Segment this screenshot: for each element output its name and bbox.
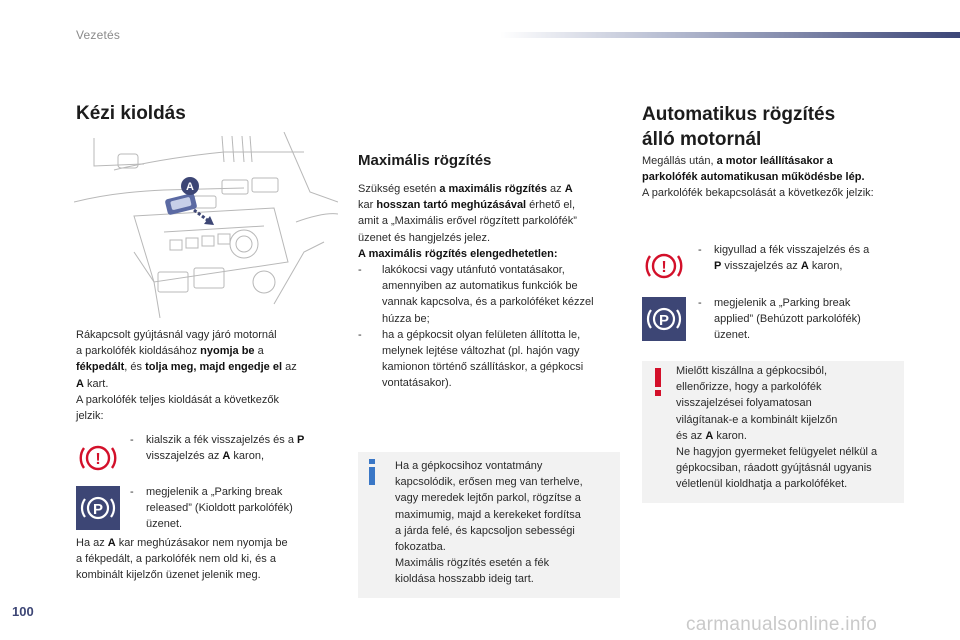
parking-brake-icon (76, 486, 120, 530)
bullet-released-message: - megjelenik a „Parking break released” (Kioldott parkolófék) üzenet. (130, 486, 293, 531)
list-item: - lakókocsi vagy utánfutó vontatásakor, amennyiben az automatikus funkciók be vannak kapcsolva, és a parkolóféket kézzel húzza be; (358, 264, 594, 325)
dashboard-illustration (74, 132, 338, 318)
brake-warning-icon (642, 245, 686, 287)
manual-release-intro: Rákapcsolt gyújtásnál vagy járó motornál a parkolófék kioldásához nyomja be a fékpedált, és tolja meg, majd engedje el az A kart. A parkolófék teljes kioldását a következők jelzik: (76, 329, 297, 423)
maximum-hold-para: Szükség esetén a maximális rögzítés az A kar hosszan tartó meghúzásával érhető el, amit a „Maximális erővel rögzített parkolófék” üzenet és hangjelzés jelez. A maximális rögzítés elengedhetetlen: (358, 183, 577, 260)
brake-warning-icon (76, 437, 120, 479)
header-rule (500, 32, 960, 38)
list-item: - ha a gépkocsit olyan felületen állította le, melynek lejtése változhat (pl. hajón vagy kamionon történő szállításkor, a gépkocsi vontatásakor). (358, 328, 584, 390)
svg-text:!: ! (95, 451, 101, 468)
maximum-hold-list (358, 262, 624, 392)
parking-brake-icon (642, 297, 686, 341)
info-text: Ha a gépkocsihoz vontatmány kapcsolódik, erősen meg van terhelve, vagy meredek lejtőn parkol, rögzítse a maximumig, majd a kerekeket fordítsa a járda felé, és kapcsoljon sebességi fokozatba. Maximális rögzítés esetén a fék kioldása hosszabb ideig tart. (395, 460, 583, 586)
title-automatic-hold: Automatikus rögzítés álló motornál (642, 104, 836, 150)
manual-release-note: Ha az A kar meghúzásakor nem nyomja be a fékpedált, a parkolófék nem old ki, és a kombinált kijelzőn üzenet jelenik meg. (76, 537, 288, 582)
automatic-hold-para: Megállás után, a motor leállításakor a parkolófék automatikusan működésbe lép. A parkolófék bekapcsolását a következők jelzik: (642, 155, 874, 200)
svg-text:P: P (92, 501, 104, 518)
svg-text:!: ! (661, 259, 667, 276)
svg-text:P: P (658, 312, 670, 329)
warning-box (642, 361, 904, 503)
page-number: 100 (12, 604, 34, 619)
bullet-applied-message: - megjelenik a „Parking break applied” (Behúzott parkolófék) üzenet. (698, 297, 861, 342)
watermark: carmanualsonline.info (686, 614, 878, 635)
title-maximum-hold: Maximális rögzítés (358, 152, 492, 169)
bullet-brake-light-on: - kigyullad a fék visszajelzés és a P visszajelzés az A karon, (698, 244, 870, 273)
title-manual-release: Kézi kioldás (76, 103, 186, 124)
warning-text: Mielőtt kiszállna a gépkocsiból, ellenőrizze, hogy a parkolófék visszajelzései folyamatosan világítanak-e a kombinált kijelzőn és az A karon. Ne hagyjon gyermeket felügyelet nélkül a gépkocsiban, ráadott gyújtásnál ugyanis véletlenül kioldhatja a parkolóféket. (676, 365, 878, 491)
warning-exclamation-icon (652, 368, 664, 396)
bullet-brake-light-off: - kialszik a fék visszajelzés és a P visszajelzés az A karon, (130, 434, 305, 463)
illustration-label-a: A (186, 181, 194, 193)
info-box (358, 452, 620, 598)
section-label: Vezetés (76, 28, 121, 42)
info-icon (366, 459, 378, 485)
